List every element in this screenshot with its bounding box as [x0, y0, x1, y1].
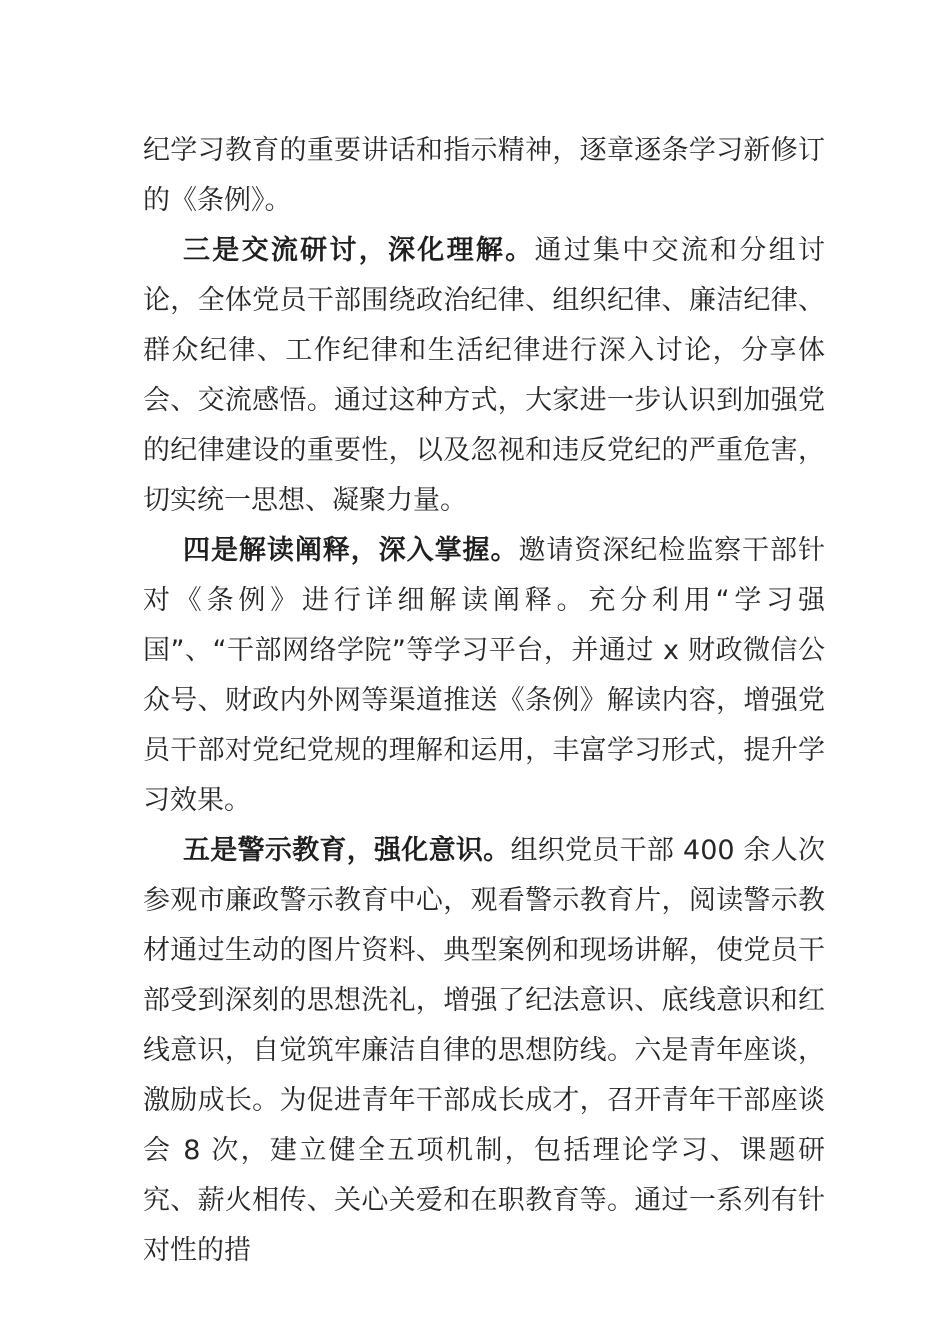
paragraph-continuation [143, 126, 825, 226]
paragraph-body: 纪学习教育的重要讲话和指示精神，逐章逐条学习新修订的《条例》。 [143, 135, 825, 216]
paragraph-lead: 四是解读阐释，深入掌握。 [183, 535, 519, 566]
paragraph-body: 邀请资深纪检监察干部针对《条例》进行详细解读阐释。充分利用“学习强国”、“干部网络学院”等学习平台，并通过 x 财政微信公众号、财政内外网等渠道推送《条例》解读内容，增强党员干部对党纪党规的理解和运用，丰富学习形式，提升学习效果。 [143, 535, 826, 816]
document-body [143, 126, 825, 1276]
paragraph-exchange-discussion [143, 226, 825, 526]
paragraph-lead: 三是交流研讨，深化理解。 [183, 235, 535, 266]
paragraph-interpretation [143, 526, 825, 826]
paragraph-warning-education [143, 826, 825, 1276]
paragraph-body: 组织党员干部 400 余人次参观市廉政警示教育中心，观看警示教育片，阅读警示教材通过生动的图片资料、典型案例和现场讲解，使党员干部受到深刻的思想洗礼，增强了纪法意识、底线意识和红线意识，自觉筑牢廉洁自律的思想防线。六是青年座谈，激励成长。为促进青年干部成长成才，召开青年干部座谈会 8 次，建立健全五项机制，包括理论学习、课题研究、薪火相传、关心关爱和在职教育等。通过一系列有针对性的措 [143, 835, 825, 1266]
paragraph-lead: 五是警示教育，强化意识。 [183, 835, 511, 866]
paragraph-body: 通过集中交流和分组讨论，全体党员干部围绕政治纪律、组织纪律、廉洁纪律、群众纪律、工作纪律和生活纪律进行深入讨论，分享体会、交流感悟。通过这种方式，大家进一步认识到加强党的纪律建设的重要性，以及忽视和违反党纪的严重危害，切实统一思想、凝聚力量。 [143, 235, 826, 516]
